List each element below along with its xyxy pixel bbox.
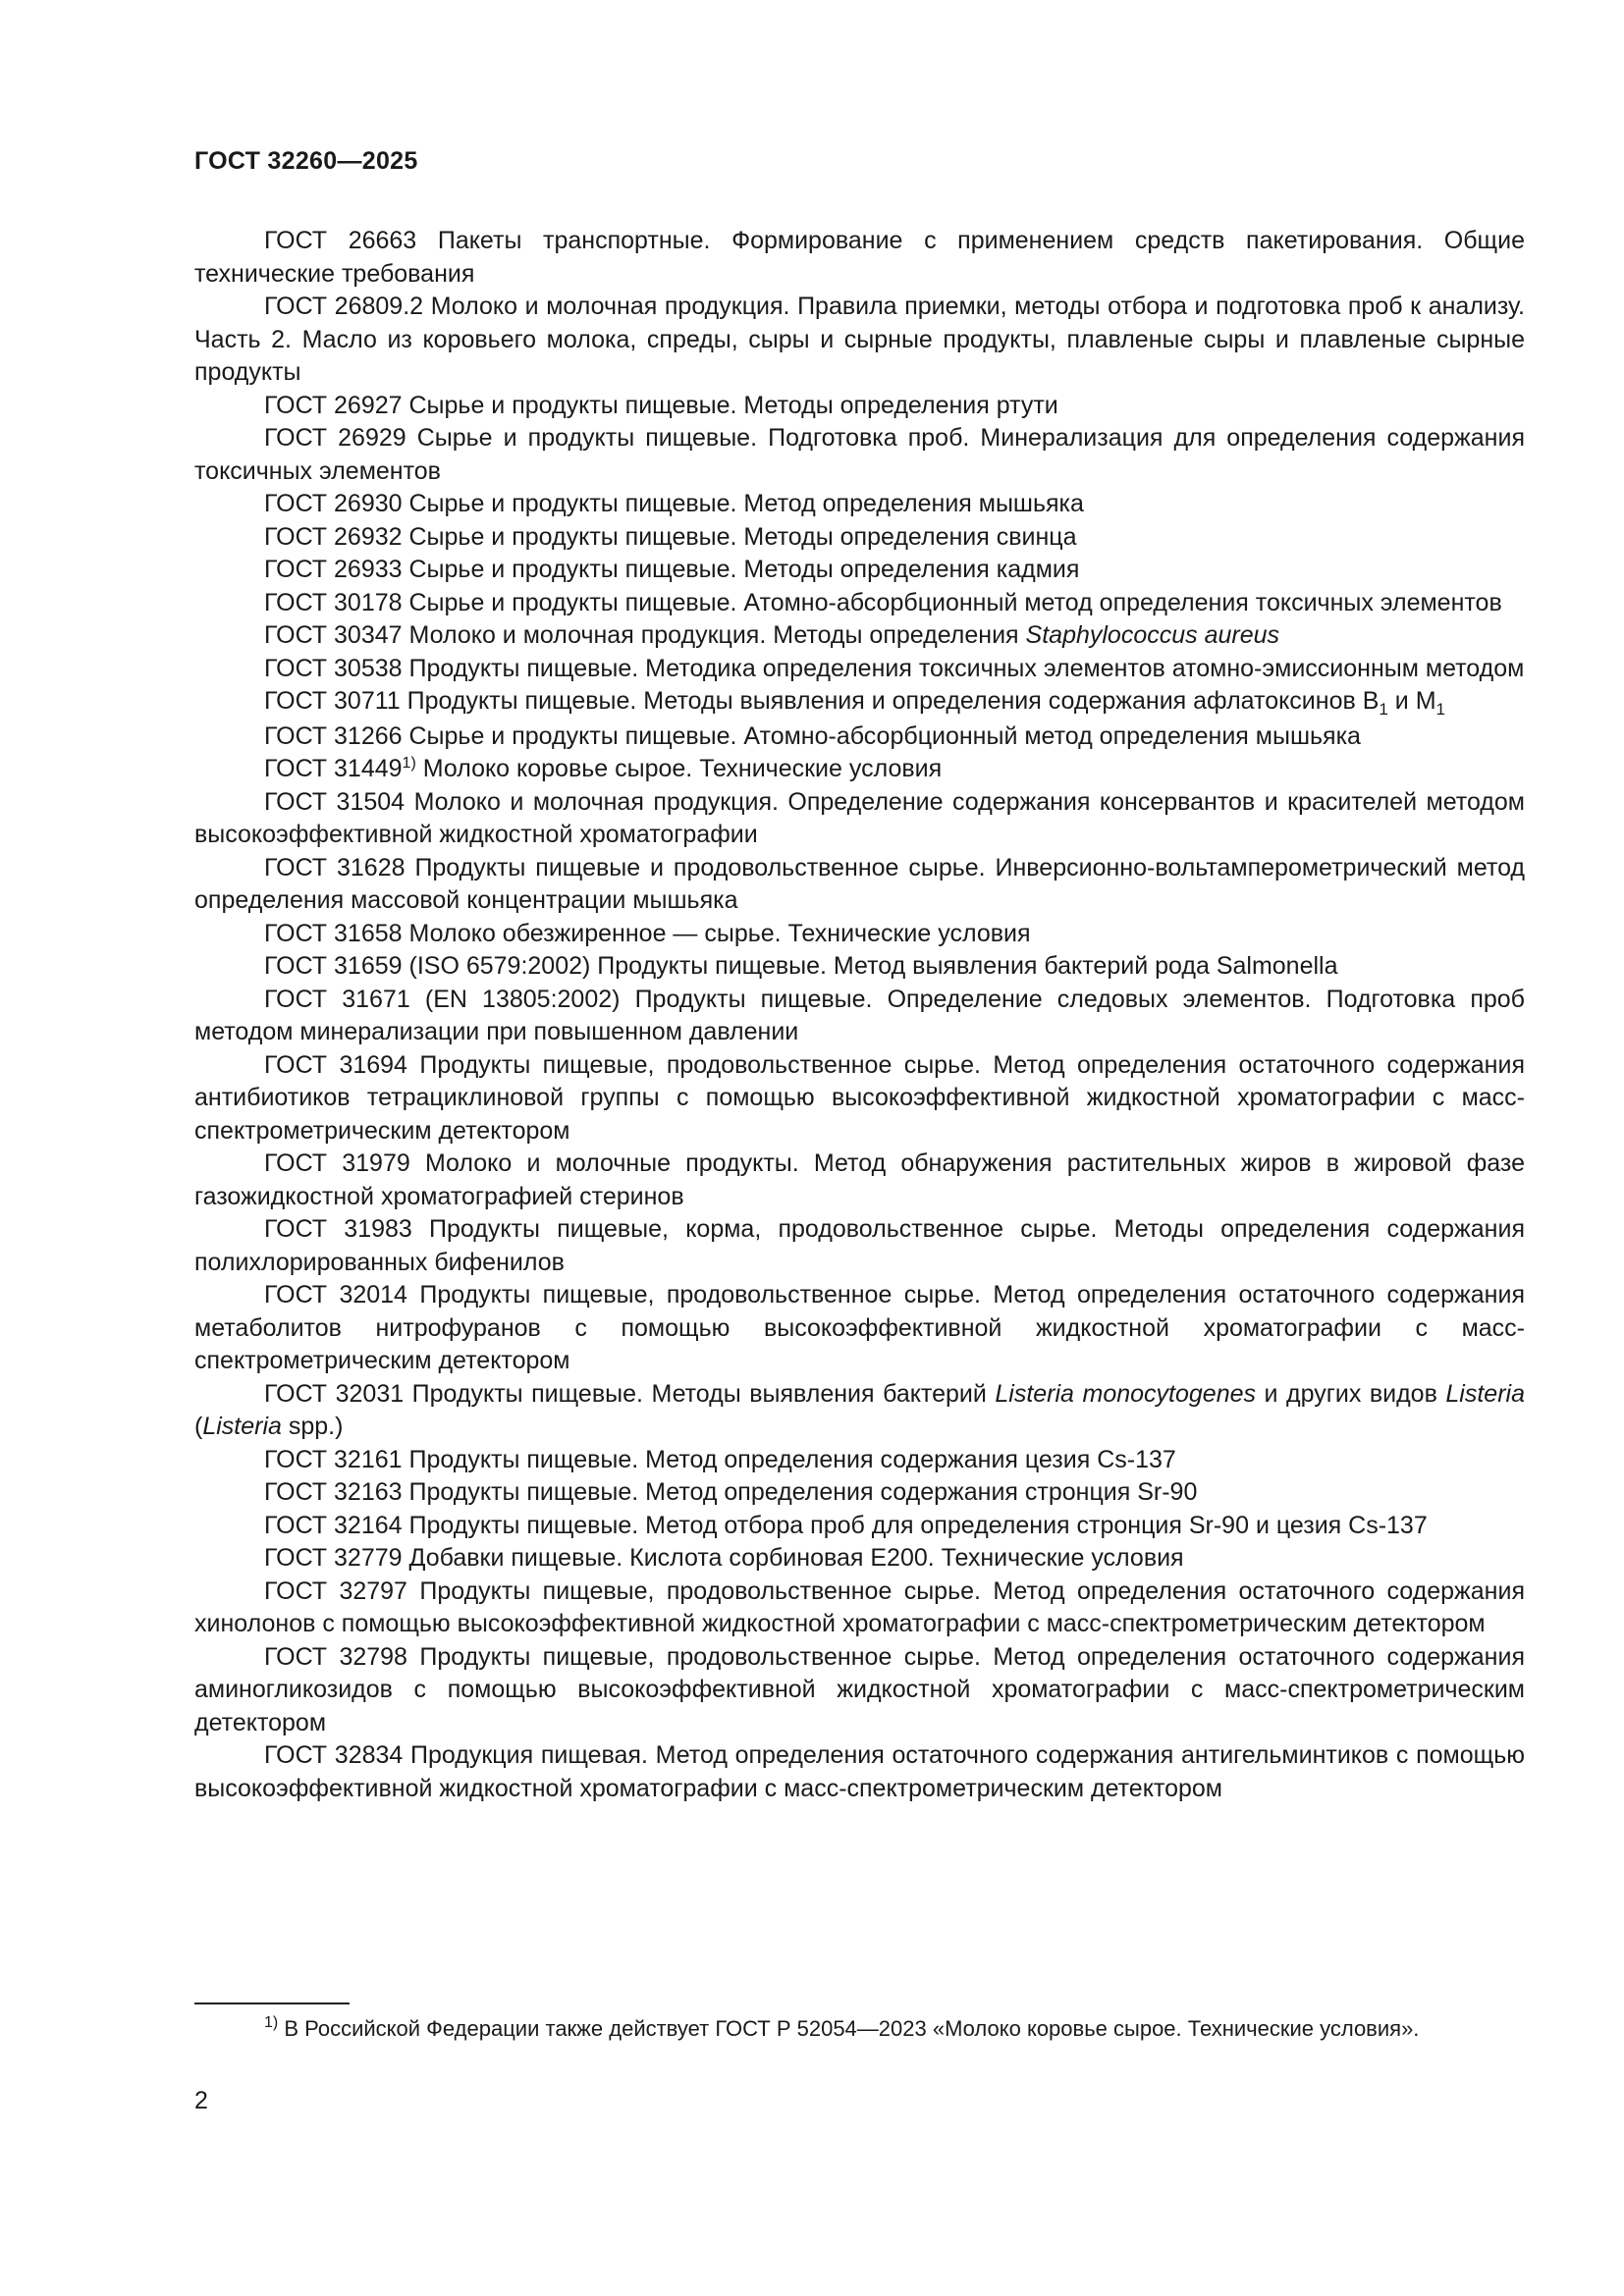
reference-item	[194, 1444, 1525, 1477]
reference-code: ГОСТ 26933	[264, 556, 403, 583]
reference-item	[194, 1213, 1525, 1279]
reference-title: Сырье и продукты пищевые. Атомно-абсорбционный метод определения токсичных элементов	[408, 588, 1502, 616]
reference-code: ГОСТ 26929	[264, 424, 406, 452]
subscript-index: 1	[1435, 700, 1446, 719]
reference-title: Продукты пищевые. Методика определения токсичных элементов атомно-эмиссионным методом	[408, 654, 1525, 682]
reference-item	[194, 1279, 1525, 1378]
reference-item	[194, 422, 1525, 488]
reference-code: ГОСТ 31658	[264, 919, 403, 947]
footnote-separator	[194, 2002, 350, 2004]
reference-title-continued: spp.)	[281, 1413, 344, 1440]
reference-item	[194, 1575, 1525, 1641]
reference-item	[194, 1476, 1525, 1510]
reference-item	[194, 753, 1525, 786]
reference-title: Продукты пищевые. Метод определения содержания стронция Sr-90	[408, 1478, 1198, 1506]
reference-title: Продукты пищевые. Метод определения содержания цезия Cs-137	[408, 1445, 1176, 1473]
reference-title: Добавки пищевые. Кислота сорбиновая E200. Технические условия	[408, 1544, 1184, 1572]
reference-code: ГОСТ 26809.2	[264, 293, 424, 320]
reference-code: ГОСТ 32161	[264, 1445, 403, 1473]
reference-title: Продукты пищевые, продовольственное сырье. Метод определения остаточного содержания хинолонов с помощью высокоэффективной жидкостной хроматографии с масс-спектрометрическим детектором	[194, 1576, 1525, 1637]
reference-code: ГОСТ 31266	[264, 721, 403, 750]
reference-title: Сырье и продукты пищевые. Методы определения ртути	[408, 391, 1058, 419]
reference-title: Сырье и продукты пищевые. Методы определения свинца	[408, 522, 1077, 551]
reference-code: ГОСТ 31628	[264, 853, 406, 881]
reference-code: ГОСТ 31504	[264, 787, 406, 816]
reference-code: ГОСТ 31659	[264, 952, 403, 980]
reference-italic-term: Listeria	[202, 1413, 282, 1440]
reference-title-continued: и других видов	[1256, 1379, 1446, 1408]
reference-code: ГОСТ 26927	[264, 391, 403, 419]
reference-title: Сырье и продукты пищевые. Подготовка проб. Минерализация для определения содержания токсичных элементов	[194, 424, 1525, 485]
reference-italic-term: Staphylococcus aureus	[1025, 621, 1280, 649]
reference-item	[194, 1148, 1525, 1213]
footnote-text: В Российской Федерации также действует ГОСТ Р 52054—2023 «Молоко коровье сырое. Технические условия».	[284, 2016, 1420, 2041]
reference-item	[194, 554, 1525, 587]
reference-title: Продукция пищевая. Метод определения остаточного содержания антигельминтиков с помощью высокоэффективной жидкостной хроматографии с масс-спектрометрическим детектором	[194, 1741, 1525, 1802]
reference-item	[194, 1739, 1525, 1805]
reference-title: Сырье и продукты пищевые. Методы определения кадмия	[408, 556, 1080, 583]
reference-item	[194, 984, 1525, 1049]
footnote-marker: 1)	[264, 2014, 279, 2031]
reference-title: Молоко и молочная продукция. Определение содержания консервантов и красителей методом высокоэффективной жидкостной хроматографии	[194, 787, 1525, 848]
reference-code: ГОСТ 32163	[264, 1478, 403, 1506]
reference-code: ГОСТ 31983	[264, 1215, 412, 1243]
reference-code: ГОСТ 31979	[264, 1149, 410, 1177]
reference-title: Продукты пищевые. Методы выявления бактерий	[411, 1379, 987, 1408]
reference-code: ГОСТ 32797	[264, 1576, 407, 1605]
reference-item	[194, 685, 1525, 719]
reference-title: Сырье и продукты пищевые. Атомно-абсорбционный метод определения мышьяка	[408, 721, 1361, 750]
reference-title-continued: и M	[1387, 687, 1436, 715]
reference-title: Молоко обезжиренное — сырье. Технические условия	[408, 919, 1031, 947]
reference-item	[194, 1510, 1525, 1543]
reference-item	[194, 852, 1525, 918]
reference-item	[194, 721, 1525, 754]
reference-code: ГОСТ 32798	[264, 1642, 407, 1671]
reference-item	[194, 950, 1525, 984]
reference-item	[194, 1378, 1525, 1444]
reference-code: ГОСТ 26930	[264, 490, 403, 517]
reference-item	[194, 918, 1525, 951]
normative-references-list	[194, 225, 1525, 1805]
reference-code: ГОСТ 32014	[264, 1281, 407, 1308]
reference-code: ГОСТ 30178	[264, 588, 403, 616]
reference-item	[194, 1049, 1525, 1148]
reference-title: Продукты пищевые, продовольственное сырье. Метод определения остаточного содержания метаболитов нитрофуранов с помощью высокоэффективной жидкостной хроматографии с масс-спектрометрическим детектором	[194, 1281, 1525, 1374]
reference-code: ГОСТ 32031	[264, 1379, 405, 1408]
reference-item	[194, 1641, 1525, 1740]
reference-title: (ISO 6579:2002) Продукты пищевые. Метод выявления бактерий рода Salmonella	[408, 952, 1338, 980]
reference-item	[194, 587, 1525, 620]
subscript-index: 1	[1379, 700, 1388, 719]
reference-code: ГОСТ 26663	[264, 227, 417, 254]
reference-item	[194, 1542, 1525, 1575]
reference-title: Молоко и молочная продукция. Правила приемки, методы отбора и подготовка проб к анализу. Часть 2. Масло из коровьего молока, спреды, сыры и сырные продукты, плавленые сыры и плавленые сырные продукты	[194, 293, 1526, 386]
reference-code: ГОСТ 32779	[264, 1544, 403, 1572]
reference-title: Продукты пищевые, продовольственное сырье. Метод определения остаточного содержания аминогликозидов с помощью высокоэффективной жидкостной хроматографии с масс-спектрометрическим детектором	[194, 1642, 1525, 1736]
reference-code: ГОСТ 30711	[264, 687, 401, 715]
reference-italic-term: Listeria	[1445, 1379, 1525, 1408]
reference-code: ГОСТ 32164	[264, 1511, 403, 1539]
reference-title: Продукты пищевые и продовольственное сырье. Инверсионно-вольтамперометрический метод определения массовой концентрации мышьяка	[194, 853, 1526, 914]
reference-item	[194, 390, 1525, 423]
reference-title: Молоко и молочные продукты. Метод обнаружения растительных жиров в жировой фазе газожидкостной хроматографией стеринов	[194, 1149, 1525, 1210]
reference-code: ГОСТ 31449	[264, 755, 403, 782]
reference-item	[194, 786, 1525, 852]
reference-code: ГОСТ 32834	[264, 1741, 404, 1769]
footnote-marker[interactable]: 1)	[402, 755, 416, 772]
reference-title: Молоко и молочная продукция. Методы определения	[408, 621, 1019, 649]
reference-title: Продукты пищевые, продовольственное сырье. Метод определения остаточного содержания антибиотиков тетрациклиновой группы с помощью высокоэффективной жидкостной хроматографии с масс-спектрометрическим детектором	[194, 1050, 1525, 1145]
reference-title: Сырье и продукты пищевые. Метод определения мышьяка	[408, 490, 1084, 517]
reference-code: ГОСТ 31694	[264, 1050, 407, 1079]
reference-title-continued: (	[194, 1413, 203, 1440]
reference-code: ГОСТ 30347	[264, 621, 403, 649]
reference-item	[194, 619, 1525, 653]
reference-item	[194, 225, 1525, 291]
reference-item	[194, 488, 1525, 521]
reference-item	[194, 291, 1525, 390]
reference-title: Продукты пищевые. Метод отбора проб для определения стронция Sr-90 и цезия Cs-137	[408, 1511, 1428, 1539]
reference-italic-term: Listeria monocytogenes	[995, 1379, 1256, 1408]
reference-code: ГОСТ 31671	[264, 985, 410, 1013]
reference-title: Молоко коровье сырое. Технические условия	[422, 755, 943, 782]
page-header-doc-code: ГОСТ 32260—2025	[194, 147, 418, 175]
reference-item	[194, 521, 1525, 555]
reference-title: Продукты пищевые. Методы выявления и определения содержания афлатоксинов B	[406, 687, 1380, 715]
reference-title: (EN 13805:2002) Продукты пищевые. Определение следовых элементов. Подготовка проб методом минерализации при повышенном давлении	[194, 985, 1526, 1045]
reference-title: Продукты пищевые, корма, продовольственное сырье. Методы определения содержания полихлорированных бифенилов	[194, 1215, 1525, 1276]
reference-code: ГОСТ 26932	[264, 522, 403, 551]
reference-code: ГОСТ 30538	[264, 654, 403, 682]
reference-item	[194, 653, 1525, 686]
footnote	[194, 2014, 1525, 2044]
page-number: 2	[194, 2087, 208, 2114]
reference-title: Пакеты транспортные. Формирование с применением средств пакетирования. Общие технические требования	[194, 227, 1525, 288]
